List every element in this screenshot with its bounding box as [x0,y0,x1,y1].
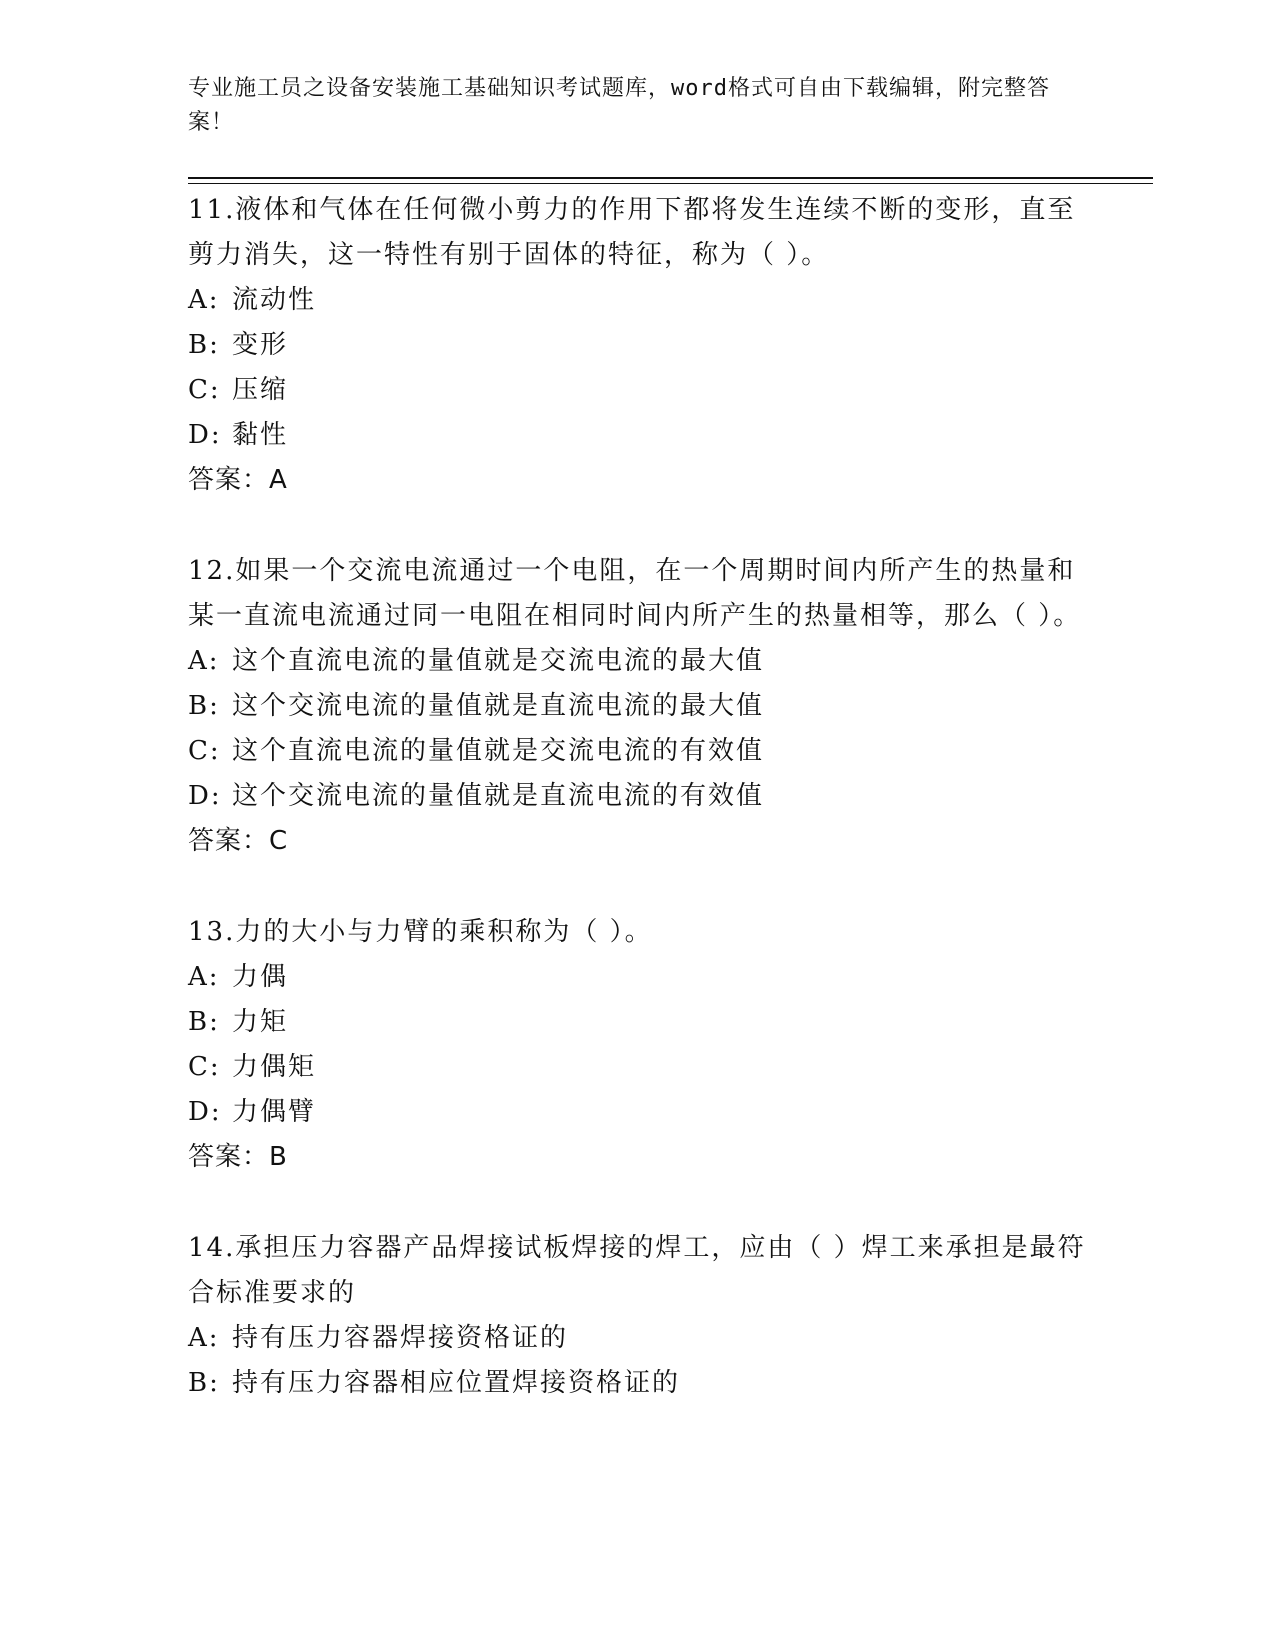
option-text: 流动性 [232,285,317,315]
option-text: 这个交流电流的量值就是直流电流的有效值 [232,781,765,811]
option-letter: C: [188,736,221,766]
option-letter: B: [188,330,220,360]
option-letter: D: [188,420,222,450]
question-stem: 12.如果一个交流电流通过一个电阻，在一个周期时间内所产生的热量和某一直流电流通过同一电阻在相同时间内所产生的热量相等，那么（ ）。 [188,556,1082,631]
option-letter: C: [188,1052,221,1082]
option-letter: A: [188,962,220,992]
option-text: 黏性 [232,420,289,450]
option-d [188,774,1088,819]
question-stem: 11.液体和气体在任何微小剪力的作用下都将发生连续不断的变形，直至剪力消失，这一特性有别于固体的特征，称为（ ）。 [188,195,1076,270]
option-b [188,1000,1088,1045]
option-letter: A: [188,285,220,315]
option-text: 这个直流电流的量值就是交流电流的最大值 [232,646,765,676]
answer-line: 答案：B [188,1142,288,1172]
option-b [188,684,1088,729]
option-d [188,413,1088,458]
header-rule-thin [188,183,1153,184]
option-c [188,729,1088,774]
question-12 [188,549,1088,864]
question-stem: 13.力的大小与力臂的乘积称为（ ）。 [188,917,653,947]
option-a [188,1316,1088,1361]
option-text: 持有压力容器相应位置焊接资格证的 [232,1368,681,1398]
option-text: 这个交流电流的量值就是直流电流的最大值 [232,691,765,721]
option-text: 持有压力容器焊接资格证的 [232,1323,569,1353]
option-text: 力矩 [232,1007,289,1037]
answer-line: 答案：A [188,465,288,495]
option-b [188,323,1088,368]
option-b [188,1361,1088,1406]
option-a [188,639,1088,684]
option-letter: D: [188,781,222,811]
option-a [188,278,1088,323]
option-letter: A: [188,646,220,676]
option-text: 力偶矩 [232,1052,317,1082]
option-text: 力偶 [232,962,289,992]
option-d [188,1090,1088,1135]
question-11 [188,188,1088,503]
option-text: 压缩 [232,375,289,405]
option-letter: C: [188,375,221,405]
option-letter: A: [188,1323,220,1353]
option-letter: B: [188,691,220,721]
option-letter: B: [188,1007,220,1037]
question-14 [188,1226,1088,1406]
option-c [188,368,1088,413]
answer-line: 答案：C [188,826,289,856]
option-a [188,955,1088,1000]
header-rule-thick [188,177,1153,179]
question-list [188,188,1088,1406]
question-13 [188,910,1088,1180]
option-text: 变形 [232,330,289,360]
option-text: 这个直流电流的量值就是交流电流的有效值 [232,736,765,766]
option-text: 力偶臂 [232,1097,317,1127]
option-letter: D: [188,1097,222,1127]
document-header: 专业施工员之设备安装施工基础知识考试题库，word格式可自由下载编辑，附完整答案！ [188,76,1050,135]
question-stem: 14.承担压力容器产品焊接试板焊接的焊工，应由（ ）焊工来承担是最符合标准要求的 [188,1233,1086,1308]
option-c [188,1045,1088,1090]
option-letter: B: [188,1368,220,1398]
